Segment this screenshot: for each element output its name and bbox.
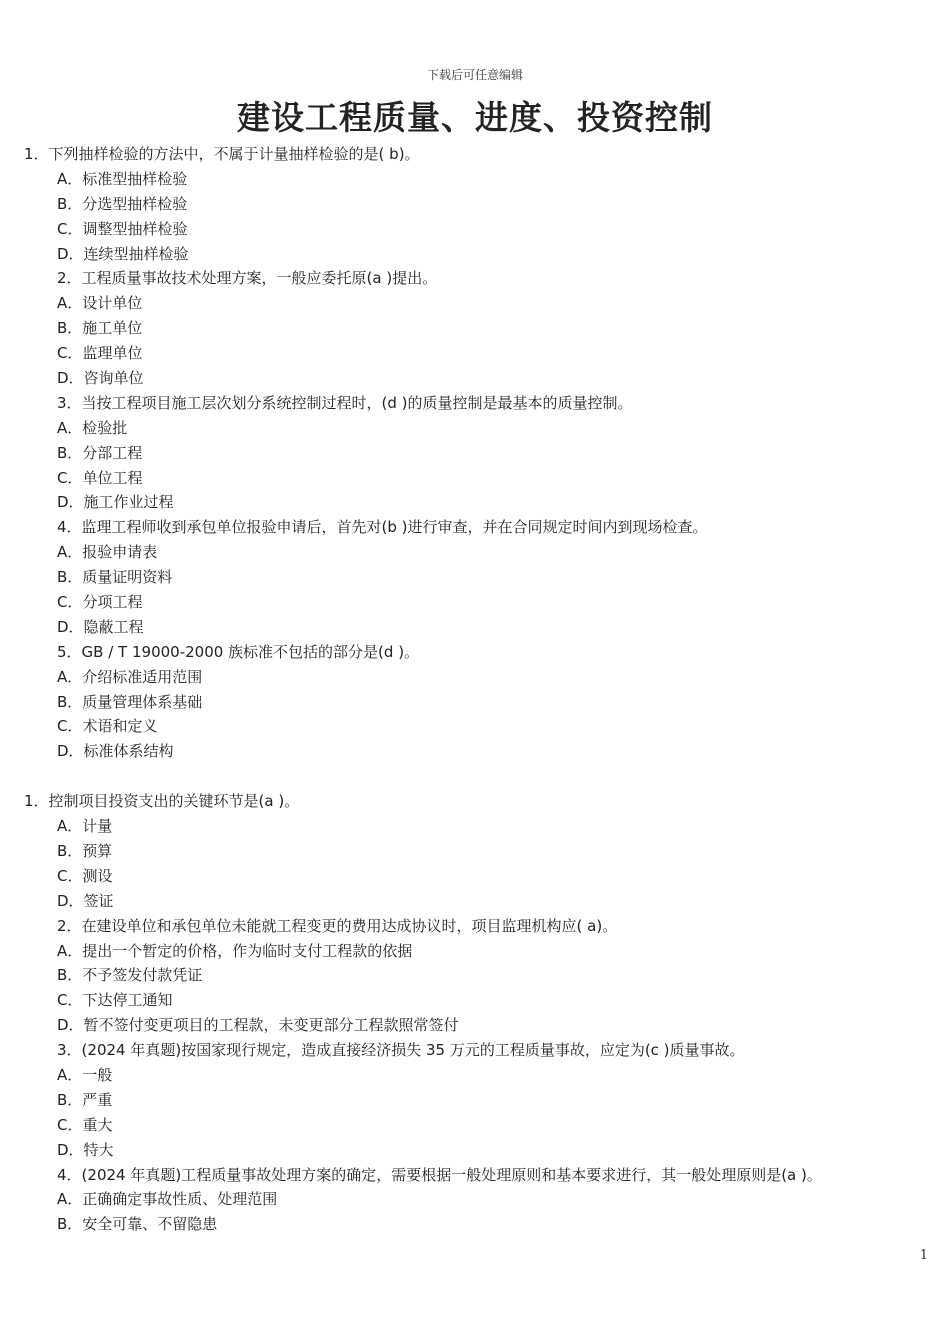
answer-option: B．质量证明资料: [57, 568, 173, 587]
document-title: 建设工程质量、进度、投资控制: [237, 98, 713, 137]
answer-option: B．分部工程: [57, 443, 143, 462]
answer-option: C．监理单位: [57, 344, 143, 363]
answer-option: B．严重: [57, 1090, 113, 1109]
page-number: 1: [919, 1248, 928, 1263]
answer-option: C．单位工程: [57, 468, 143, 487]
answer-option: B．不予签发付款凭证: [57, 966, 203, 985]
question-text: 1．下列抽样检验的方法中，不属于计量抽样检验的是( b)。: [24, 145, 420, 163]
answer-option: C．下达停工通知: [57, 991, 173, 1010]
answer-option: B．分选型抽样检验: [57, 194, 188, 213]
question-text: 2．在建设单位和承包单位未能就工程变更的费用达成协议时，项目监理机构应( a)。: [57, 916, 618, 935]
question-text: 3．(2024 年真题)按国家现行规定，造成直接经济损失 35 万元的工程质量事故，应定为(c )质量事故。: [57, 1041, 745, 1060]
answer-option: D．标准体系结构: [57, 742, 174, 761]
answer-option: A．一般: [57, 1065, 113, 1084]
question-list: [0, 142, 950, 1237]
question-text: 4．监理工程师收到承包单位报验申请后，首先对(b )进行审查，并在合同规定时间内到现场检查。: [57, 518, 708, 537]
answer-option: A．报验申请表: [57, 543, 158, 562]
answer-option: B．安全可靠、不留隐患: [57, 1215, 218, 1234]
answer-option: C．分项工程: [57, 593, 143, 612]
answer-option: D．施工作业过程: [57, 493, 174, 512]
question-text: 4．(2024 年真题)工程质量事故处理方案的确定，需要根据一般处理原则和基本要求进行，其一般处理原则是(a )。: [57, 1165, 822, 1184]
answer-option: A．设计单位: [57, 294, 143, 313]
answer-option: C．调整型抽样检验: [57, 219, 188, 238]
answer-option: D．签证: [57, 891, 114, 910]
blank-line: [0, 764, 950, 789]
answer-option: B．施工单位: [57, 319, 143, 338]
answer-option: A．检验批: [57, 418, 128, 437]
question-text: 3．当按工程项目施工层次划分系统控制过程时，(d )的质量控制是最基本的质量控制。: [57, 393, 633, 412]
answer-option: A．正确确定事故性质、处理范围: [57, 1190, 278, 1209]
answer-option: A．介绍标准适用范围: [57, 667, 203, 686]
answer-option: D．暂不签付变更项目的工程款，未变更部分工程款照常签付: [57, 1016, 459, 1035]
answer-option: C．术语和定义: [57, 717, 158, 736]
question-text: 2．工程质量事故技术处理方案，一般应委托原(a )提出。: [57, 269, 438, 288]
answer-option: B．质量管理体系基础: [57, 692, 203, 711]
answer-option: A．计量: [57, 817, 113, 836]
answer-option: C．测设: [57, 866, 113, 885]
answer-option: D．特大: [57, 1140, 114, 1159]
header-note: 下载后可任意编辑: [426, 68, 523, 82]
question-text: 1．控制项目投资支出的关键环节是(a )。: [24, 792, 300, 811]
answer-option: D．咨询单位: [57, 369, 144, 388]
answer-option: C．重大: [57, 1115, 113, 1134]
answer-option: A．标准型抽样检验: [57, 169, 188, 188]
question-text: 5．GB / T 19000-2000 族标准不包括的部分是(d )。: [57, 642, 420, 661]
answer-option: D．连续型抽样检验: [57, 244, 189, 263]
answer-option: D．隐蔽工程: [57, 617, 144, 636]
answer-option: B．预算: [57, 841, 113, 860]
answer-option: A．提出一个暂定的价格，作为临时支付工程款的依据: [57, 941, 413, 960]
